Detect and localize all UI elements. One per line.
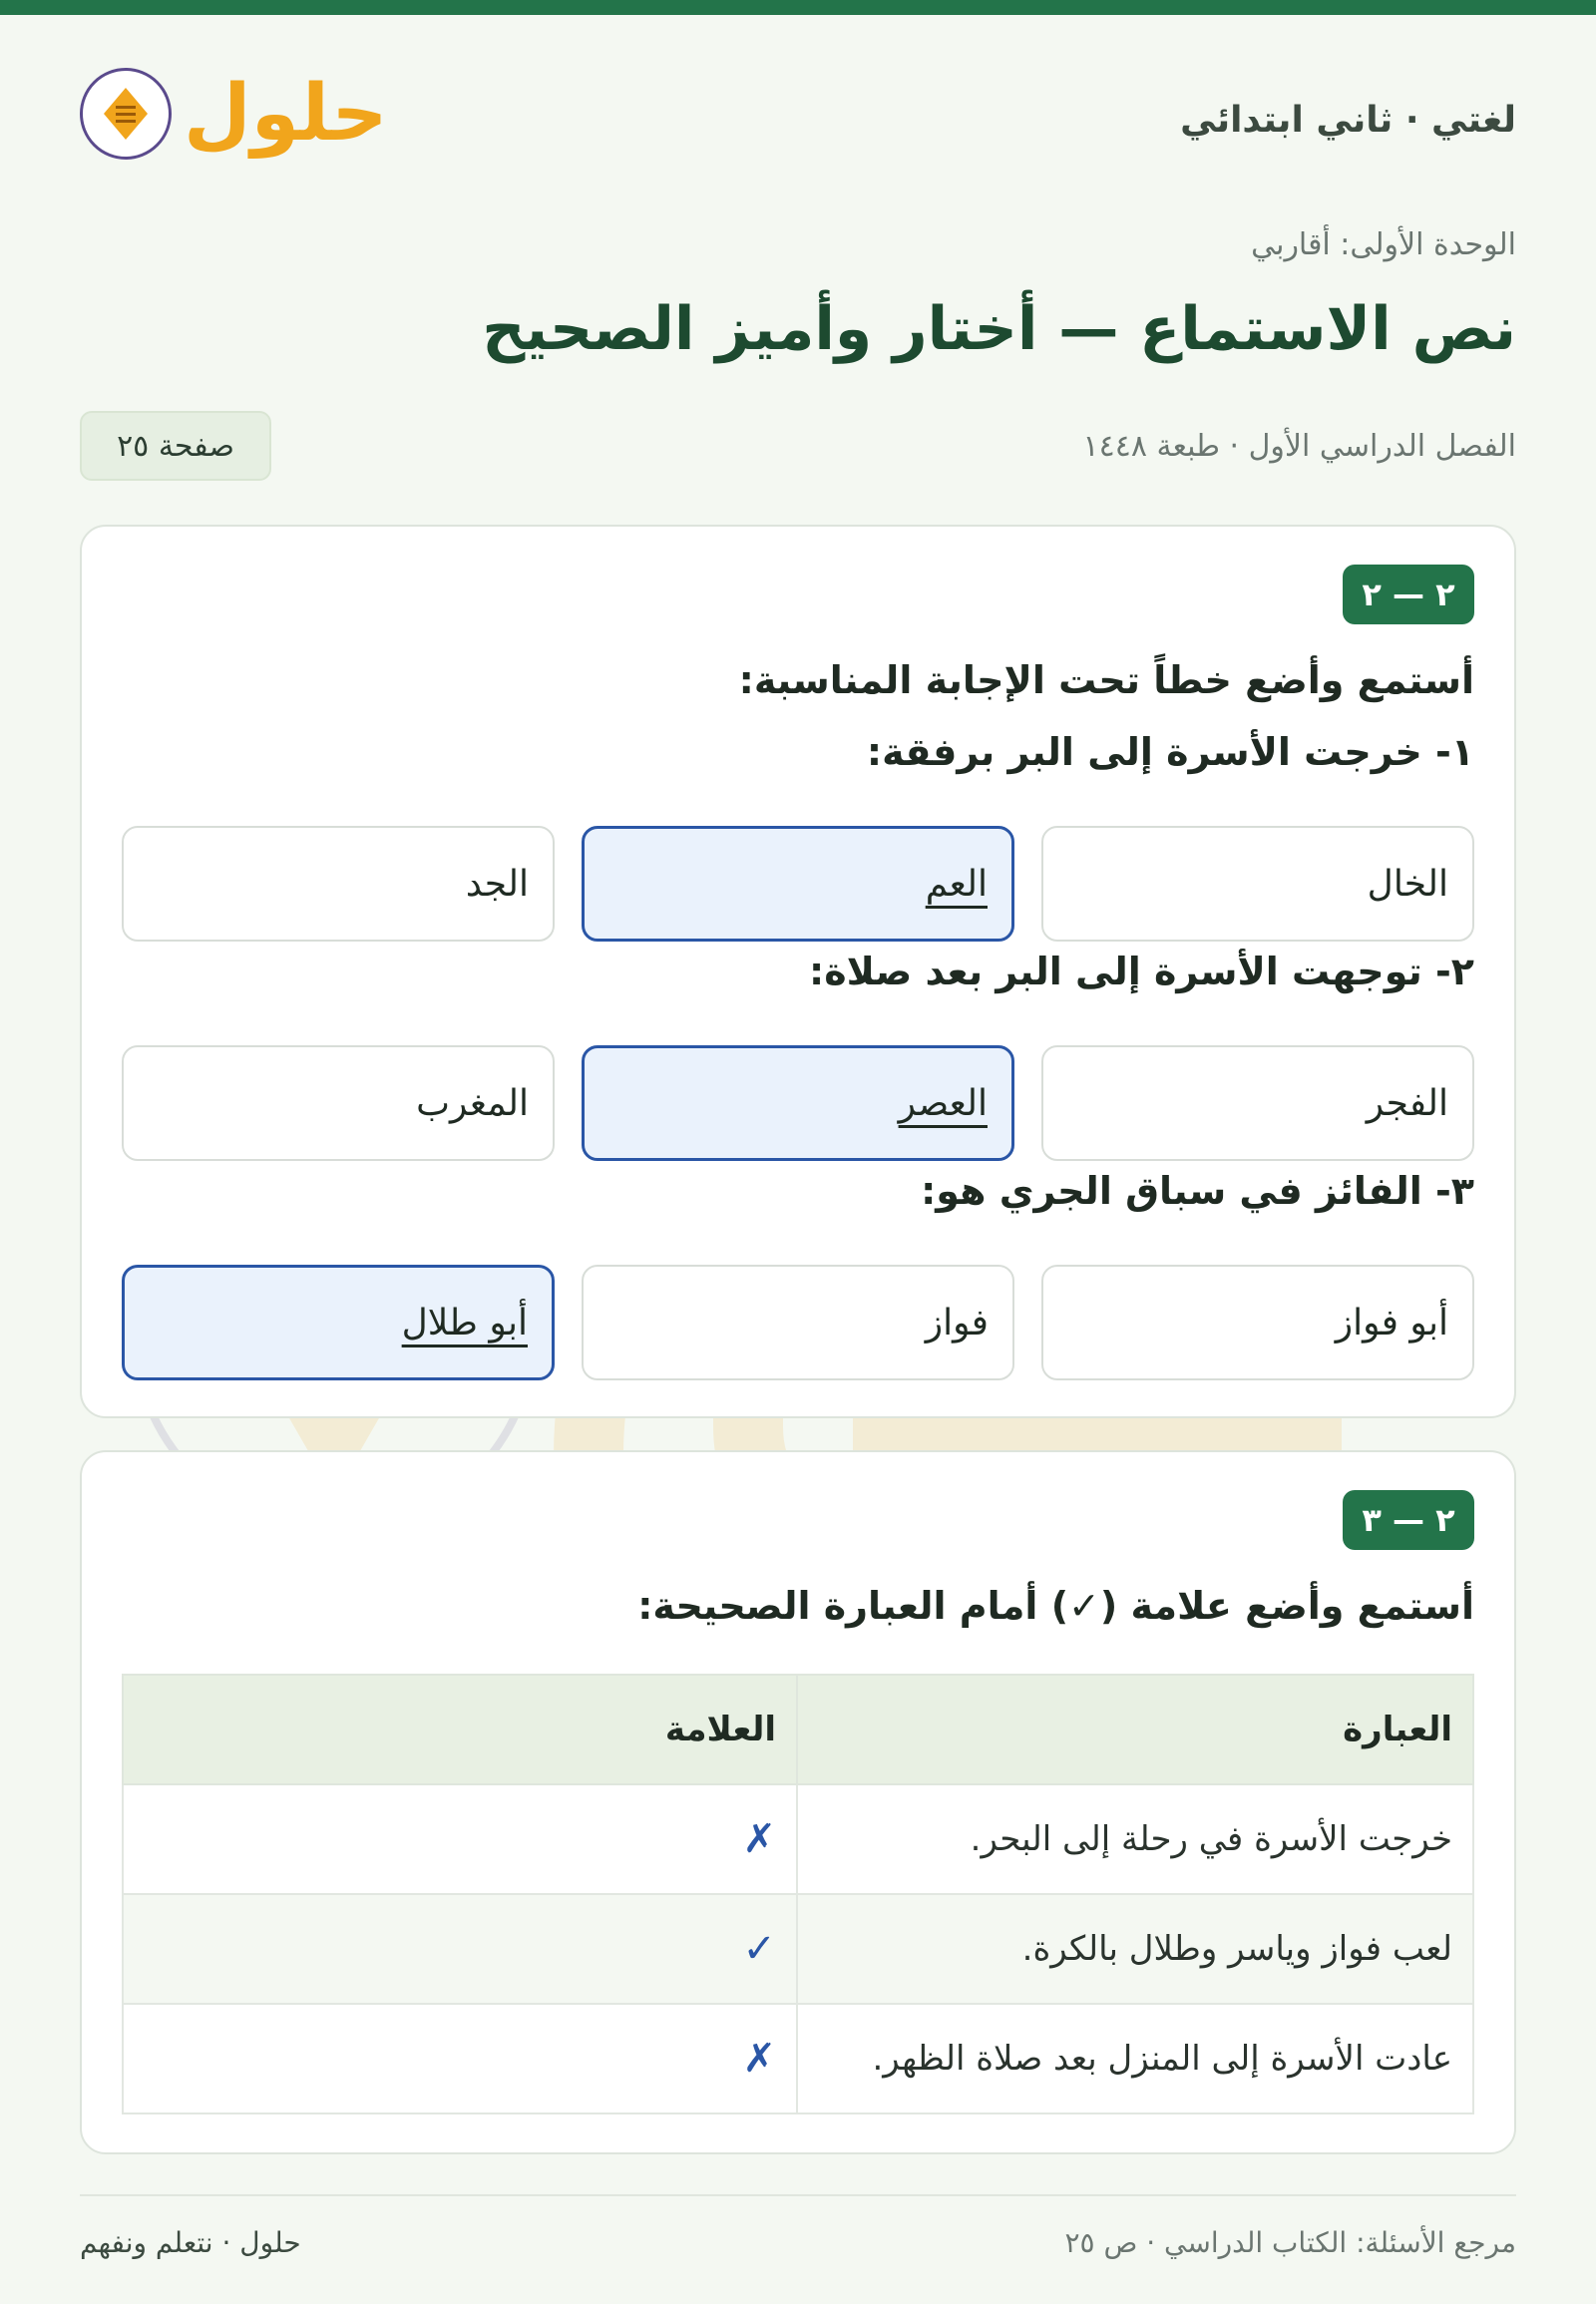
edition-label: الفصل الدراسي الأول · طبعة ١٤٤٨ [1082, 429, 1516, 464]
subject-label: لغتي · ثاني ابتدائي [1180, 100, 1516, 141]
mark-cell[interactable]: ✗ [123, 1784, 797, 1894]
option-button[interactable]: المغرب [122, 1045, 555, 1161]
exercise-tag: ٢ — ٣ [1343, 1490, 1474, 1550]
option-button[interactable]: أبو فواز [1041, 1265, 1474, 1380]
option-button[interactable]: الخال [1041, 826, 1474, 942]
brand[interactable] [80, 68, 388, 160]
statements-table [122, 1674, 1474, 2114]
statement-cell: لعب فواز وياسر وطلال بالكرة. [797, 1894, 1473, 2004]
table-row [123, 1784, 1473, 1894]
question-options [122, 1045, 1474, 1161]
option-button[interactable]: الجد [122, 826, 555, 942]
top-accent-bar [0, 0, 1596, 15]
table-header-row [123, 1675, 1473, 1784]
statement-header: العبارة [797, 1675, 1473, 1784]
exercise-instruction: أستمع وأضع خطاً تحت الإجابة المناسبة: [738, 658, 1474, 702]
statement-cell: عادت الأسرة إلى المنزل بعد صلاة الظهر. [797, 2004, 1473, 2113]
question-options [122, 1265, 1474, 1380]
table-row [123, 2004, 1473, 2113]
option-button[interactable]: فواز [582, 1265, 1014, 1380]
footer-reference: مرجع الأسئلة: الكتاب الدراسي · ص ٢٥ [1064, 2226, 1516, 2259]
page-title: نص الاستماع — أختار وأميز الصحيح [482, 294, 1516, 364]
mark-cell[interactable]: ✓ [123, 1894, 797, 2004]
exercise-card-checkmark [80, 1450, 1516, 2154]
question-text: ١- خرجت الأسرة إلى البر برفقة: [866, 730, 1474, 774]
mark-cell[interactable]: ✗ [123, 2004, 797, 2113]
table-row [123, 1894, 1473, 2004]
footer-divider [80, 2194, 1516, 2196]
page-header [80, 60, 1516, 190]
exercise-card-underline [80, 525, 1516, 1418]
option-button[interactable]: الفجر [1041, 1045, 1474, 1161]
book-logo-icon [80, 68, 172, 160]
question-text: ٢- توجهت الأسرة إلى البر بعد صلاة: [809, 950, 1474, 993]
exercise-instruction: أستمع وأضع علامة (✓) أمام العبارة الصحيحة: [637, 1584, 1474, 1628]
question-options [122, 826, 1474, 942]
mark-header: العلامة [123, 1675, 797, 1784]
exercise-tag: ٢ — ٢ [1343, 565, 1474, 624]
footer-slogan: حلول · نتعلم ونفهم [80, 2226, 301, 2259]
question-text: ٣- الفائز في سباق الجري هو: [921, 1169, 1474, 1213]
option-button-selected[interactable]: أبو طلال [122, 1265, 555, 1380]
page-number-badge: صفحة ٢٥ [80, 411, 271, 481]
statement-cell: خرجت الأسرة في رحلة إلى البحر. [797, 1784, 1473, 1894]
brand-name: حلول [184, 69, 388, 159]
unit-label: الوحدة الأولى: أقاربي [1251, 227, 1516, 262]
option-button-selected[interactable]: العصر [582, 1045, 1014, 1161]
option-button-selected[interactable]: العم [582, 826, 1014, 942]
